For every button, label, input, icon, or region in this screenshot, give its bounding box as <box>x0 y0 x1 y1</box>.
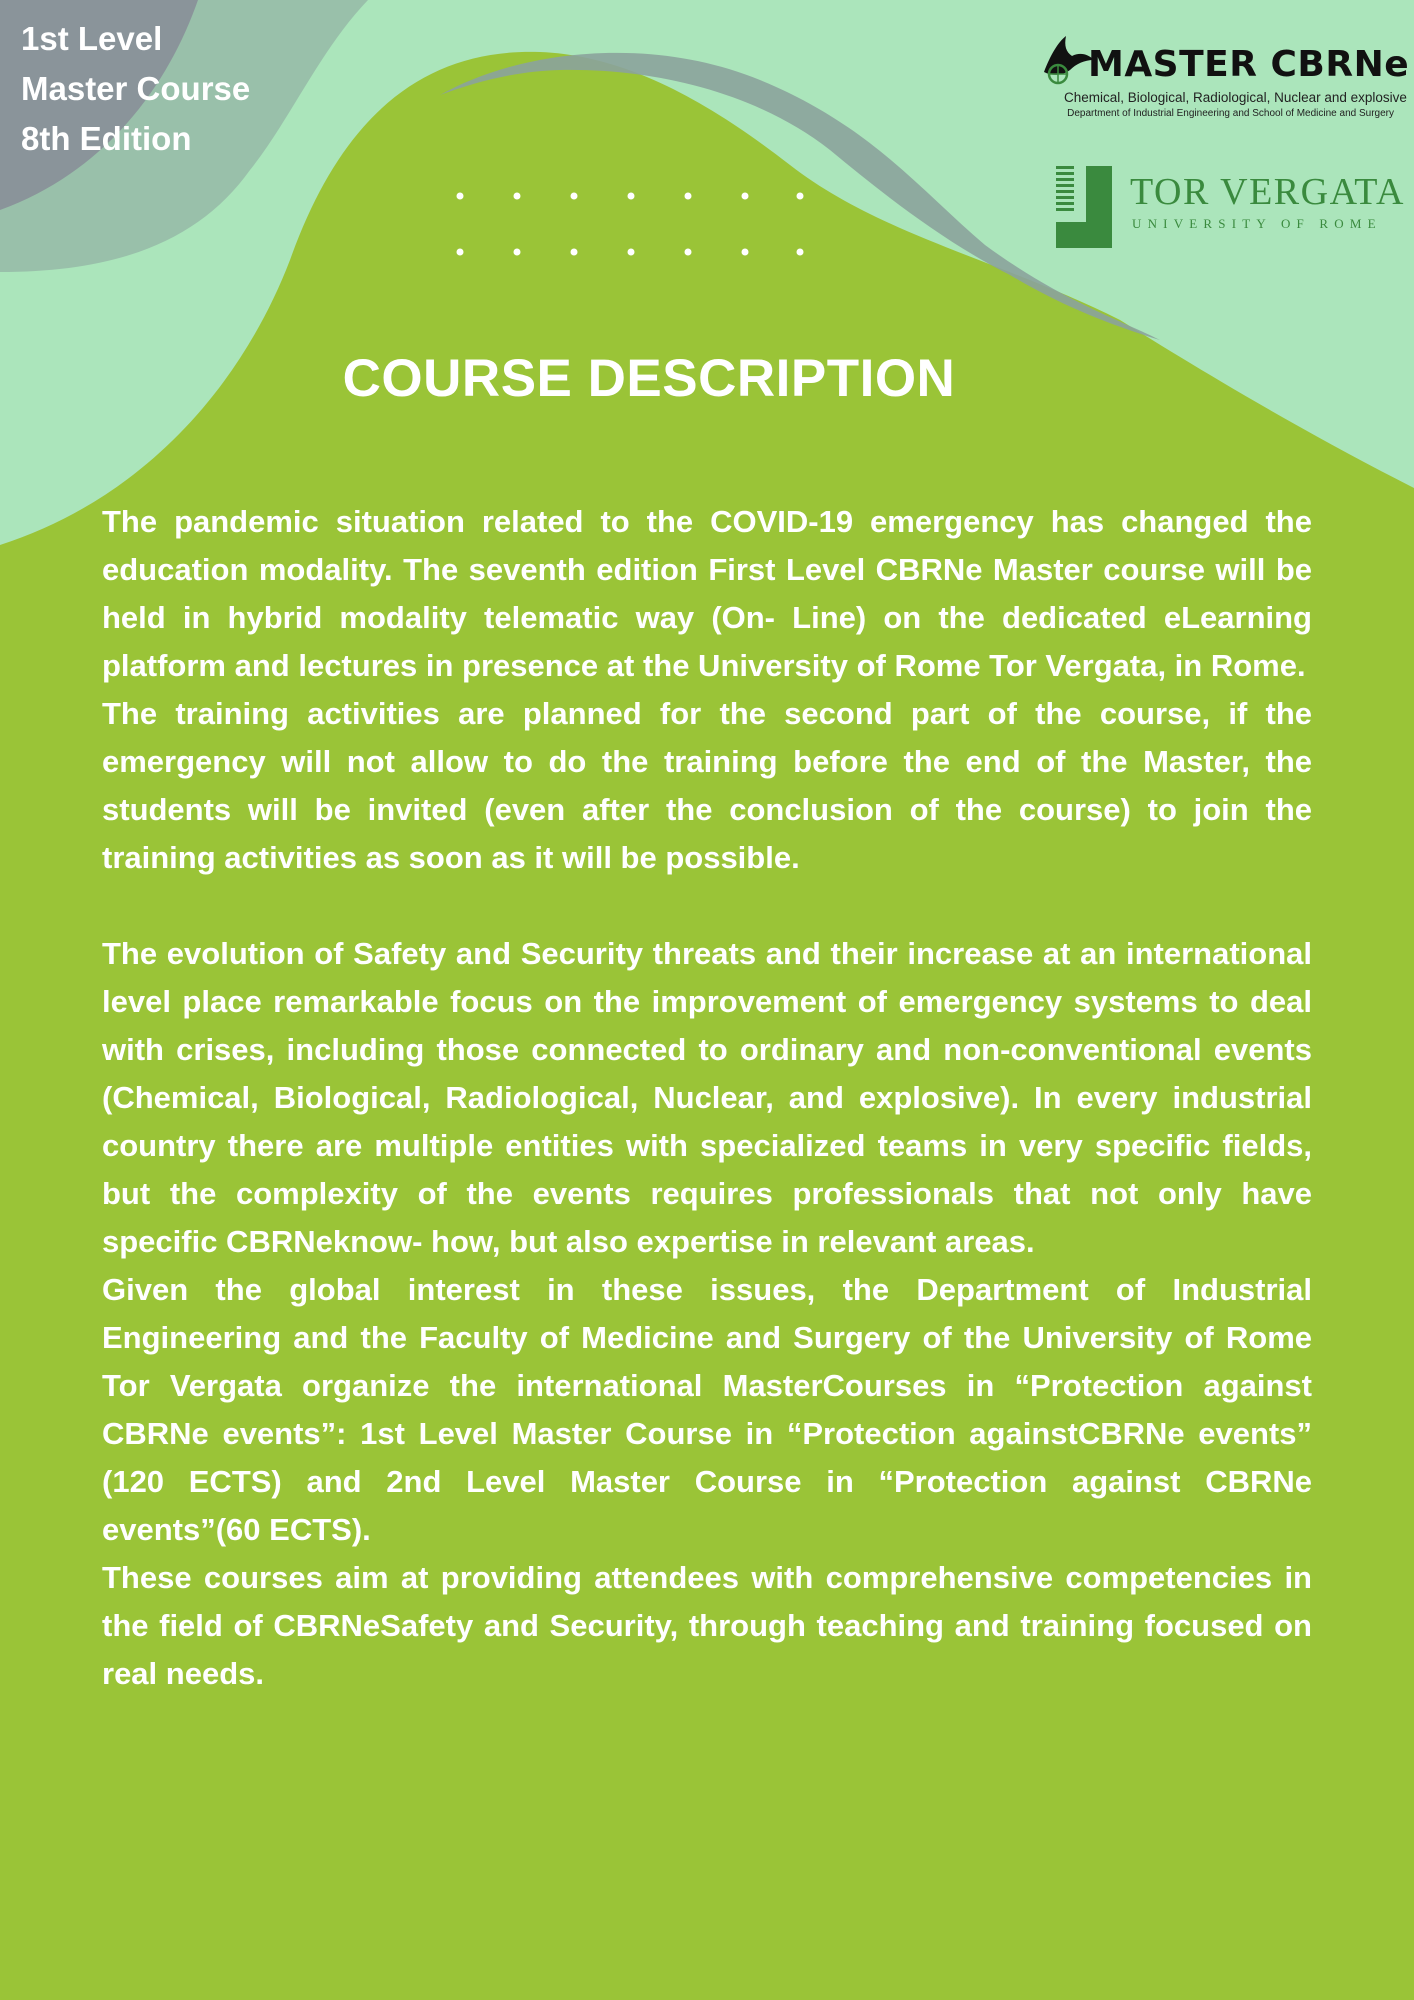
paragraph-4: Given the global interest in these issues, the Department of Industrial Engineering and the Faculty of Medicine and Surgery of the University of Rome Tor Vergata organize the international MasterCourses in “Protection against CBRNe events”: 1st Level Master Course in “Protection againstCBRNe events” (120 ECTS) and 2nd Level Master Course in “Protection against CBRNe events”(60 ECTS). <box>102 1272 1312 1547</box>
master-cbrne-logo <box>1036 32 1410 132</box>
edition-line-3: 8th Edition <box>21 120 192 157</box>
paragraph-3: The evolution of Safety and Security threats and their increase at an international level place remarkable focus on the improvement of emergency systems to deal with crises, including those connected to ordinary and non-conventional events (Chemical, Biological, Radiological, Nuclear, and explosive). In every industrial country there are multiple entities with specialized teams in very specific fields, but the complexity of the events requires professionals that not only have specific CBRNeknow- how, but also expertise in relevant areas. <box>102 936 1312 1259</box>
page-title: COURSE DESCRIPTION <box>342 349 956 408</box>
tor-vergata-logo <box>1052 162 1412 252</box>
tor-vergata-emblem-icon <box>1052 162 1122 252</box>
edition-label <box>21 14 250 164</box>
paragraph-5: These courses aim at providing attendees with comprehensive competencies in the field of CBRNeSafety and Security, through teaching and training focused on real needs. <box>102 1560 1312 1691</box>
cbrne-logo-department: Department of Industrial Engineering and School of Medicine and Surgery <box>1067 108 1394 119</box>
cbrne-logo-subtitle: Chemical, Biological, Radiological, Nuclear and explosive <box>1064 90 1407 105</box>
tor-vergata-name: TOR VERGATA <box>1130 171 1405 213</box>
course-description-body <box>102 498 1312 1698</box>
tor-vergata-subtitle: UNIVERSITY OF ROME <box>1132 216 1382 231</box>
paragraph-1: The pandemic situation related to the COVID-19 emergency has changed the education modality. The seventh edition First Level CBRNe Master course will be held in hybrid modality telematic way (On- Line) on the dedicated eLearning platform and lectures in presence at the University of Rome Tor Vergata, in Rome. <box>102 504 1312 683</box>
bird-emblem-icon <box>1036 32 1096 92</box>
decorative-dots <box>440 180 820 270</box>
edition-line-2: Master Course <box>21 70 251 107</box>
cbrne-logo-title: MASTER CBRNe <box>1088 44 1410 85</box>
paragraph-2: The training activities are planned for the second part of the course, if the emergency will not allow to do the training before the end of the Master, the students will be invited (even after the conclusion of the course) to join the training activities as soon as it will be possible. <box>102 696 1312 875</box>
edition-line-1: 1st Level <box>21 20 163 57</box>
